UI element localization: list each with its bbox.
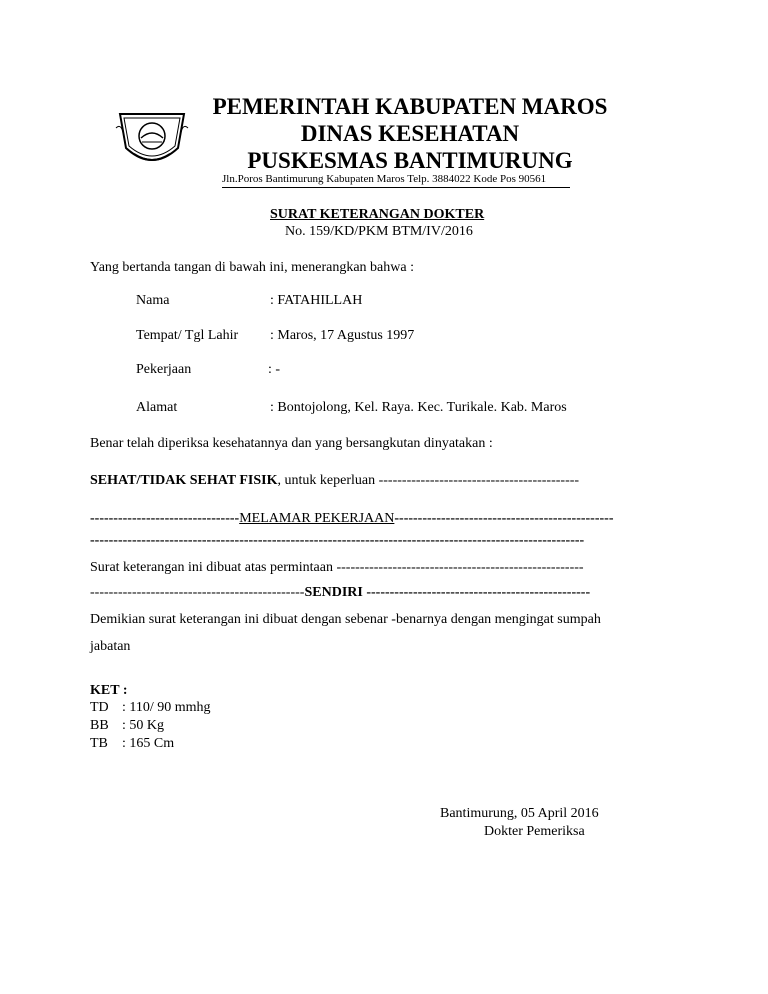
kabupaten-maros-logo — [112, 108, 192, 170]
request-line — [90, 585, 590, 601]
ket-value-td: : 110/ 90 mmhg — [122, 700, 211, 715]
field-value-job: : - — [268, 362, 281, 377]
document-number: No. 159/KD/PKM BTM/IV/2016 — [285, 224, 473, 239]
field-label-address: Alamat — [136, 400, 178, 415]
header-department: DINAS KESEHATAN — [300, 121, 520, 146]
field-value-birth: : Maros, 17 Agustus 1997 — [270, 328, 415, 343]
request-text: Surat keterangan ini dibuat atas permintaan ----------------------------------------------------- — [90, 560, 584, 575]
ket-label-tb: TB — [90, 736, 108, 751]
closing-line-1: Demikian surat keterangan ini dibuat dengan sebenar -benarnya dengan mengingat sumpah — [90, 612, 601, 627]
request-who: SENDIRI — [304, 585, 363, 600]
checked-statement: Benar telah diperiksa kesehatannya dan yang bersangkutan dinyatakan : — [90, 436, 493, 451]
signature-place-date: Bantimurung, 05 April 2016 — [440, 806, 599, 821]
dash-separator: ---------------------------------------------------------------------------------------------------------- — [90, 533, 585, 548]
signature-role: Dokter Pemeriksa — [484, 824, 585, 839]
field-label-birth: Tempat/ Tgl Lahir — [136, 328, 239, 343]
ket-label-td: TD — [90, 700, 109, 715]
purpose-dashes-right: ----------------------------------------------- — [394, 511, 614, 526]
request-dashes-right: ------------------------------------------------ — [362, 585, 591, 600]
ket-label-bb: BB — [90, 718, 109, 733]
intro-text: Yang bertanda tangan di bawah ini, menerangkan bahwa : — [90, 260, 414, 275]
header-puskesmas: PUSKESMAS BANTIMURUNG — [247, 148, 573, 173]
purpose-value: MELAMAR PEKERJAAN — [239, 511, 395, 526]
document-title: SURAT KETERANGAN DOKTER — [270, 207, 485, 222]
header-address: Jln.Poros Bantimurung Kabupaten Maros Telp. 3884022 Kode Pos 90561 — [222, 173, 547, 185]
header-divider — [222, 187, 570, 188]
header-government: PEMERINTAH KABUPATEN MAROS — [212, 94, 608, 119]
purpose-dashes-left: -------------------------------- — [90, 511, 240, 526]
health-purpose-label: , untuk keperluan ------------------------------------------- — [277, 473, 580, 488]
field-label-job: Pekerjaan — [136, 362, 192, 377]
field-value-address: : Bontojolong, Kel. Raya. Kec. Turikale. Kab. Maros — [270, 400, 567, 415]
field-value-nama: : FATAHILLAH — [270, 293, 363, 308]
health-line — [90, 473, 579, 489]
ket-value-tb: : 165 Cm — [122, 736, 175, 751]
purpose-line — [90, 511, 614, 527]
request-dashes-left: ---------------------------------------------- — [90, 585, 305, 600]
ket-value-bb: : 50 Kg — [122, 718, 164, 733]
health-status: SEHAT/TIDAK SEHAT FISIK — [90, 473, 278, 488]
closing-line-2: jabatan — [90, 639, 131, 654]
field-label-nama: Nama — [136, 293, 170, 308]
ket-title: KET : — [90, 683, 128, 698]
